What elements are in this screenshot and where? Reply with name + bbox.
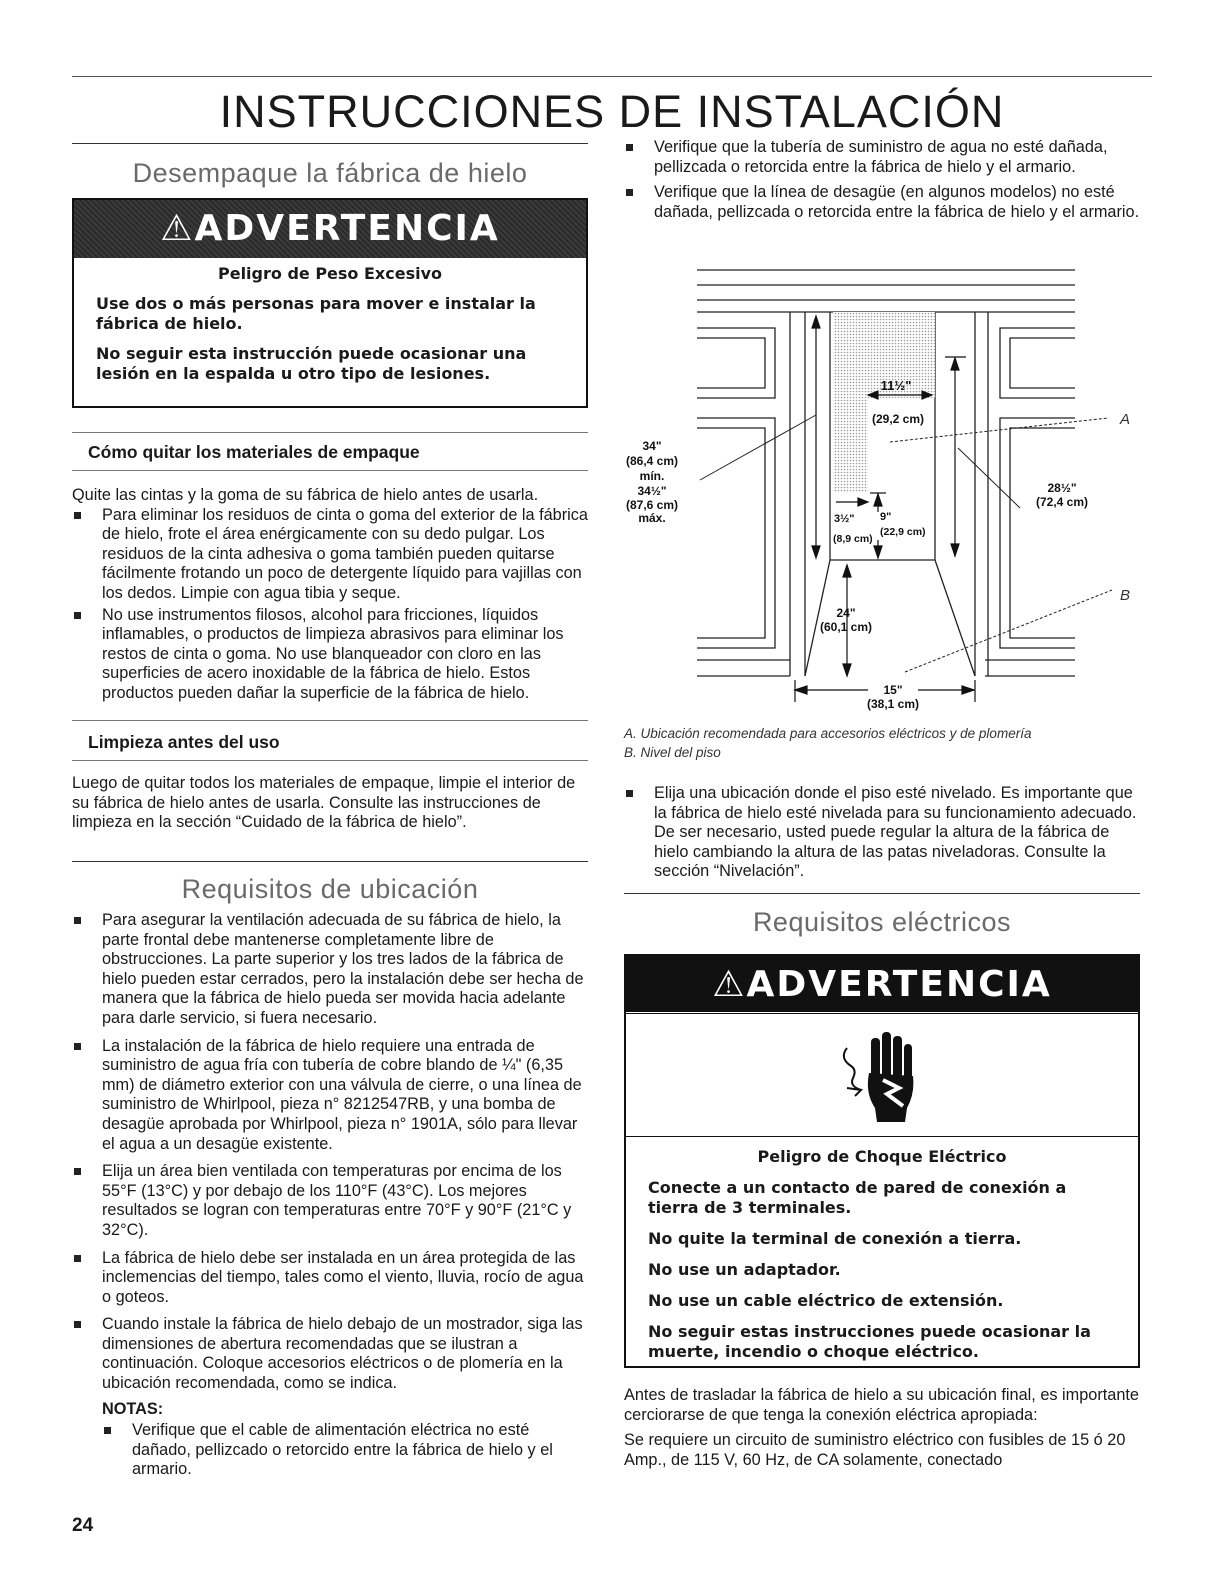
diagram-caption	[624, 724, 1154, 762]
offset-label: (8,9 cm)	[833, 533, 873, 545]
section-rule	[72, 143, 588, 144]
height-right-label: (72,4 cm)	[1035, 495, 1089, 509]
height-max-label: (87,6 cm)	[625, 498, 679, 512]
list-item: Verifique que el cable de alimentación eléctrica no esté dañado, pellizcado o retorcido entre la fábrica de hielo y el armario.	[102, 1421, 588, 1480]
warning-line: Conecte a un contacto de pared de conexión a tierra de 3 terminales.	[648, 1178, 1067, 1217]
hazard-title: Peligro de Peso Excesivo	[217, 264, 442, 283]
subsection-rule	[72, 720, 588, 721]
paragraph: Quite las cintas y la goma de su fábrica de hielo antes de usarla.	[72, 486, 539, 504]
section-rule	[624, 893, 1140, 894]
offset-label: 3½"	[834, 513, 855, 525]
up-label: 9"	[880, 511, 892, 523]
subsection-rule	[72, 470, 588, 471]
width-label: (38,1 cm)	[866, 697, 920, 711]
electrical-body	[624, 1386, 1140, 1470]
recommended-area-shading	[833, 312, 935, 493]
warning-line: No use un adaptador.	[648, 1260, 841, 1279]
warning-line: No use un cable eléctrico de extensión.	[648, 1291, 1004, 1310]
caption-b: B. Nivel del piso	[624, 745, 721, 760]
warning-line: No quite la terminal de conexión a tierra.	[648, 1229, 1022, 1248]
location-section-title: Requisitos de ubicación	[181, 874, 479, 904]
list-item: La fábrica de hielo debe ser instalada en un área protegida de las inclemencias del tiempo, tales como el viento, lluvia, rocío de agua o goteos.	[72, 1249, 588, 1308]
list-item: Verifique que la tubería de suministro de agua no esté dañada, pellizcada o retorcida entre la fábrica de hielo y el armario.	[624, 138, 1140, 177]
list-item: Para eliminar los residuos de cinta o goma del exterior de la fábrica de hielo, frote el área enérgicamente con su dedo pulgar. Los residuos de la cinta adhesiva o goma también pueden quitarse fácilmente frotando un poco de detergente líquido para vajillas con los dedos. Limpie con agua tibia y seque.	[72, 506, 588, 604]
hazard-title: Peligro de Choque Eléctrico	[757, 1147, 1007, 1166]
height-max-label: 34½"	[637, 484, 667, 498]
subsection-rule	[72, 432, 588, 433]
warning-header: ⚠ADVERTENCIA	[626, 956, 1138, 1012]
list-item: Cuando instale la fábrica de hielo debajo de un mostrador, siga las dimensiones de abertura recomendadas que se ilustran a continuación. Coloque accesorios eléctricos o de plomería en la ubicación recomendada, como se indica.	[72, 1315, 588, 1393]
warning-line: Use dos o más personas para mover e instalar la fábrica de hielo.	[96, 294, 536, 333]
height-right-label: 28½"	[1047, 481, 1077, 495]
location-list	[72, 911, 588, 1482]
check-list	[624, 138, 1140, 224]
height-min-label: (86,4 cm)	[625, 454, 679, 468]
page-title: INSTRUCCIONES DE INSTALACIÓN	[219, 86, 1005, 137]
section-rule	[72, 861, 588, 862]
cleaning-heading: Limpieza antes del uso	[88, 732, 280, 752]
level-list	[624, 784, 1140, 884]
page-number: 24	[72, 1515, 94, 1536]
weight-warning-box	[72, 198, 588, 408]
list-item: Para asegurar la ventilación adecuada de su fábrica de hielo, la parte frontal debe mantenerse completamente libre de obstrucciones. La parte superior y los tres lados de la fábrica de hielo pueden estar cerrados, pero la instalación debe ser hecha de manera que la fábrica de hielo pueda ser movida hacia adelante para darle servicio, si fuera necesario.	[72, 911, 588, 1029]
list-item: Verifique que la línea de desagüe (en algunos modelos) no esté dañada, pellizcada o retorcida entre la fábrica de hielo y el armario.	[624, 183, 1140, 222]
list-item: La instalación de la fábrica de hielo requiere una entrada de suministro de agua fría con tubería de cobre blando de ¼" (6,35 mm) de diámetro exterior con una válvula de cierre, o una línea de suministro de Whirlpool, pieza n° 8212547RB, y una bomba de desagüe aprobada por Whirlpool, pieza n° 1901A, sólo para llevar el agua a un desagüe existente.	[72, 1037, 588, 1155]
electrical-section-title: Requisitos eléctricos	[752, 907, 1012, 937]
width-top-label: 11½"	[880, 378, 912, 393]
electric-shock-hand-icon	[827, 1018, 937, 1128]
caption-a: A. Ubicación recomendada para accesorios eléctricos y de plomería	[624, 726, 1032, 741]
cabinet-opening-diagram	[620, 262, 1150, 722]
cleaning-paragraph: Luego de quitar todos los materiales de empaque, limpie el interior de su fábrica de hielo antes de usarla. Consulte las instrucciones de limpieza en la sección “Cuidado de la fábrica de hielo”.	[72, 774, 576, 832]
width-top-label: (29,2 cm)	[871, 412, 925, 426]
warning-line: No seguir esta instrucción puede ocasionar una lesión en la espalda u otro tipo de lesiones.	[96, 344, 527, 383]
list-item: Elija un área bien ventilada con temperaturas por encima de los 55°F (13°C) y por debajo de los 110°F (43°C). Los mejores resultados se logran con temperaturas entre 70°F y 90°F (21°C y 32°C).	[72, 1162, 588, 1240]
shock-warning-box	[624, 954, 1140, 1368]
height-min-label: mín.	[639, 469, 665, 483]
paragraph: Antes de trasladar la fábrica de hielo a su ubicación final, es importante cerciorarse de que tenga la conexión eléctrica apropiada:	[624, 1386, 1139, 1424]
up-label: (22,9 cm)	[880, 526, 926, 538]
remove-packaging-body	[72, 486, 588, 706]
depth-label: (60,1 cm)	[819, 620, 873, 634]
warning-triangle-icon: ⚠	[712, 964, 747, 1005]
list-item: Elija una ubicación donde el piso esté nivelado. Es importante que la fábrica de hielo esté nivelada para su funcionamiento adecuado. De ser necesario, usted puede regular la altura de la fábrica de hielo cambiando la altura de las patas niveladoras. Consulte la sección “Nivelación”.	[624, 784, 1140, 882]
warning-triangle-icon: ⚠	[160, 208, 195, 249]
remove-packaging-heading: Cómo quitar los materiales de empaque	[88, 442, 420, 462]
warning-line: No seguir estas instrucciones puede ocasionar la muerte, incendio o choque eléctrico.	[648, 1322, 1091, 1361]
list-item: No use instrumentos filosos, alcohol para fricciones, líquidos inflamables, o productos de limpieza abrasivos para eliminar los restos de cinta o goma. No use blanqueador con cloro en las superficies de acero inoxidable de la fábrica de hielo. Estos productos pueden dañar la superficie de la fábrica de hielo.	[72, 606, 588, 704]
width-label: 15"	[883, 683, 903, 697]
warning-header: ⚠ADVERTENCIA	[74, 200, 586, 258]
height-min-label: 34"	[642, 439, 662, 453]
unpack-section-title: Desempaque la fábrica de hielo	[132, 158, 528, 188]
top-rule	[72, 76, 1152, 77]
height-max-label: máx.	[638, 511, 666, 525]
notes-label: NOTAS:	[102, 1399, 164, 1418]
subsection-rule	[72, 760, 588, 761]
callout-b-label: B	[1120, 587, 1131, 604]
callout-a-label: A	[1120, 411, 1131, 428]
depth-label: 24"	[836, 606, 856, 620]
paragraph: Se requiere un circuito de suministro eléctrico con fusibles de 15 ó 20 Amp., de 115 V, 60 Hz, de CA solamente, conectado	[624, 1431, 1126, 1469]
